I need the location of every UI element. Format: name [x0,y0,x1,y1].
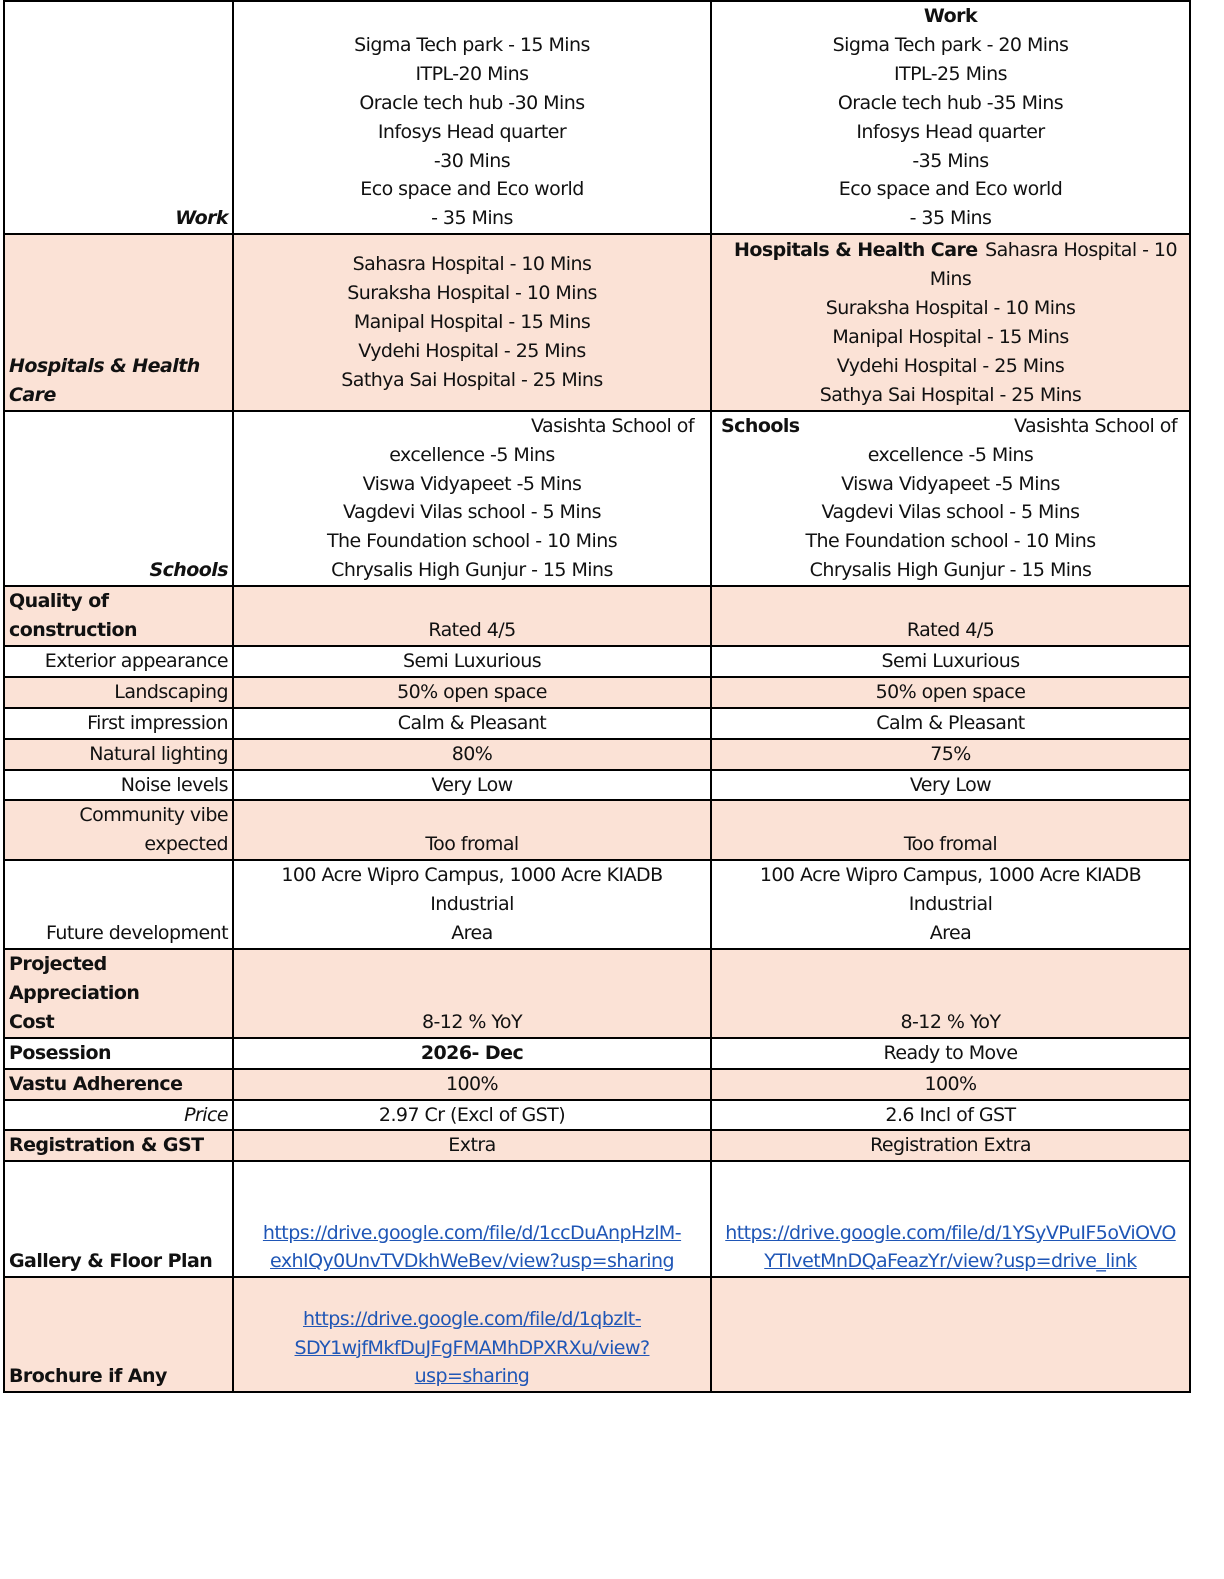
list-item: Chrysalis High Gunjur - 15 Mins [809,559,1092,582]
value-cell-b [711,1277,1190,1392]
list-item: Sigma Tech park - 20 Mins [832,33,1069,56]
row-label: Exterior appearance [4,646,233,677]
list-item: Vagdevi Vilas school - 5 Mins [343,501,601,524]
value-cell-b [711,1161,1190,1277]
row-label: Natural lighting [4,739,233,770]
value-cell-a: 2026- Dec [233,1038,711,1069]
list-item: -35 Mins [912,149,989,172]
row-noise-levels [4,770,1190,801]
value-cell-a: Too fromal [233,800,711,860]
label-line: Projected Appreciation [9,953,140,1004]
link-line: YTIvetMnDQaFeazYr/view?usp=drive_link [764,1250,1137,1273]
cell-heading: Hospitals & Health Care [734,239,978,262]
value-cell-a: Calm & Pleasant [233,708,711,739]
list-item: Manipal Hospital - 15 Mins [832,325,1069,348]
row-registration-gst [4,1130,1190,1161]
label-line: Community vibe [79,804,228,827]
list-item: Sahasra Hospital - 10 Mins [352,253,592,276]
value-line: 100 Acre Wipro Campus, 1000 Acre KIADB Industrial [281,864,663,916]
list-item: - 35 Mins [909,207,992,230]
value-cell-a: Semi Luxurious [233,646,711,677]
value-cell-b: Calm & Pleasant [711,708,1190,739]
value-cell-a [233,1277,711,1392]
list-item: Manipal Hospital - 15 Mins [353,311,591,334]
gallery-link-a[interactable] [238,1219,706,1277]
row-schools [4,411,1190,586]
row-community-vibe [4,800,1190,860]
row-gallery-floor-plan [4,1161,1190,1277]
value-cell-b: Registration Extra [711,1130,1190,1161]
list-item: ITPL-25 Mins [893,62,1007,85]
list-item: Sathya Sai Hospital - 25 Mins [341,368,603,391]
value-cell-b: 8-12 % YoY [711,949,1190,1038]
list-item: Oracle tech hub -35 Mins [837,91,1064,114]
row-vastu-adherence [4,1069,1190,1100]
row-possession [4,1038,1190,1069]
row-projected-appreciation [4,949,1190,1038]
value-cell-b [711,234,1190,410]
row-brochure [4,1277,1190,1392]
value-cell-b: Ready to Move [711,1038,1190,1069]
label-line: Cost [9,1010,55,1033]
list-item: excellence -5 Mins [389,443,555,466]
value-cell-a [233,411,711,586]
row-label: Vastu Adherence [4,1069,233,1100]
gallery-link-b[interactable] [716,1219,1185,1277]
cell-heading: Schools [721,414,800,437]
list-item: Mins [929,268,972,291]
list-item: ITPL-20 Mins [415,62,529,85]
row-quality [4,586,1190,646]
list-item: Vydehi Hospital - 25 Mins [836,354,1065,377]
row-label: Noise levels [4,770,233,801]
value-cell-b: 50% open space [711,677,1190,708]
value-cell-a [233,234,711,410]
cell-lead-line [716,412,1185,441]
comparison-table [3,0,1191,1393]
row-future-development [4,860,1190,949]
value-cell-a: Rated 4/5 [233,586,711,646]
row-label [4,949,233,1038]
value-cell-b: Rated 4/5 [711,586,1190,646]
list-item: The Foundation school - 10 Mins [805,530,1096,553]
value-cell-b [711,860,1190,949]
row-work [4,1,1190,234]
list-item: Sahasra Hospital - 10 [985,239,1177,262]
value-cell-b: 75% [711,739,1190,770]
list-item: Eco space and Eco world [838,178,1063,201]
list-item: Sigma Tech park - 15 Mins [354,33,590,56]
list-item: Vydehi Hospital - 25 Mins [358,339,586,362]
value-cell-a [233,1161,711,1277]
row-natural-lighting [4,739,1190,770]
value-cell-a: 2.97 Cr (Excl of GST) [233,1100,711,1131]
list-item: The Foundation school - 10 Mins [326,530,618,553]
row-label: Quality of construction [4,586,233,646]
row-label: Gallery & Floor Plan [4,1161,233,1277]
label-line: expected [144,833,228,856]
list-item: Infosys Head quarter [856,120,1045,143]
value-cell-b: Semi Luxurious [711,646,1190,677]
value-cell-a [233,1,711,234]
row-label: Schools [4,411,233,586]
value-cell-a: Extra [233,1130,711,1161]
link-line: https://drive.google.com/file/d/1qbzIt- [302,1307,642,1330]
row-price [4,1100,1190,1131]
value-cell-a: 8-12 % YoY [233,949,711,1038]
row-first-impression [4,708,1190,739]
list-item: Sathya Sai Hospital - 25 Mins [819,383,1082,406]
value-cell-b [711,1,1190,234]
row-label: Future development [4,860,233,949]
list-item: Suraksha Hospital - 10 Mins [347,282,597,305]
row-hospitals [4,234,1190,410]
value-cell-b [711,411,1190,586]
list-item: Oracle tech hub -30 Mins [359,91,585,114]
list-item: excellence -5 Mins [867,443,1034,466]
value-line: Area [929,922,972,945]
row-landscaping [4,677,1190,708]
value-cell-a: 80% [233,739,711,770]
cell-lead-line [716,236,1185,265]
row-exterior [4,646,1190,677]
value-line: 100 Acre Wipro Campus, 1000 Acre KIADB Industrial [759,864,1142,916]
list-item: Suraksha Hospital - 10 Mins [825,297,1076,320]
row-label: Posession [4,1038,233,1069]
list-item: Eco space and Eco world [360,178,584,201]
link-line: https://drive.google.com/file/d/1ccDuAnpHzlM- [262,1221,682,1244]
value-cell-b: Very Low [711,770,1190,801]
row-label [4,800,233,860]
list-item: Vagdevi Vilas school - 5 Mins [821,501,1080,524]
value-cell-a [233,860,711,949]
value-cell-a: Very Low [233,770,711,801]
row-label: Price [4,1100,233,1131]
row-label: First impression [4,708,233,739]
link-line: SDY1wjfMkfDuJFgFMAMhDPXRXu/view?usp=sharing [294,1336,650,1388]
list-item: Vasishta School of [531,414,694,437]
row-label: Hospitals & Health Care [4,234,233,410]
list-item: Viswa Vidyapeet -5 Mins [362,472,582,495]
value-cell-a: 100% [233,1069,711,1100]
list-item: - 35 Mins [431,207,513,230]
list-item: Viswa Vidyapeet -5 Mins [841,472,1060,495]
value-cell-b: Too fromal [711,800,1190,860]
list-item: Chrysalis High Gunjur - 15 Mins [331,559,613,582]
value-cell-a: 50% open space [233,677,711,708]
value-cell-b: 100% [711,1069,1190,1100]
row-label: Registration & GST [4,1130,233,1161]
link-line: https://drive.google.com/file/d/1YSyVPuIF5oViOVO [725,1221,1176,1244]
list-item: -30 Mins [433,149,511,172]
value-line: Area [451,922,493,945]
brochure-link-a[interactable] [238,1305,706,1392]
row-label: Work [4,1,233,234]
value-cell-b: 2.6 Incl of GST [711,1100,1190,1131]
cell-heading: Work [923,5,978,27]
list-item: Infosys Head quarter [377,120,567,143]
row-label: Landscaping [4,677,233,708]
row-label: Brochure if Any [4,1277,233,1392]
link-line: exhIQy0UnvTVDkhWeBev/view?usp=sharing [270,1250,674,1273]
list-item: Vasishta School of [1014,414,1177,437]
